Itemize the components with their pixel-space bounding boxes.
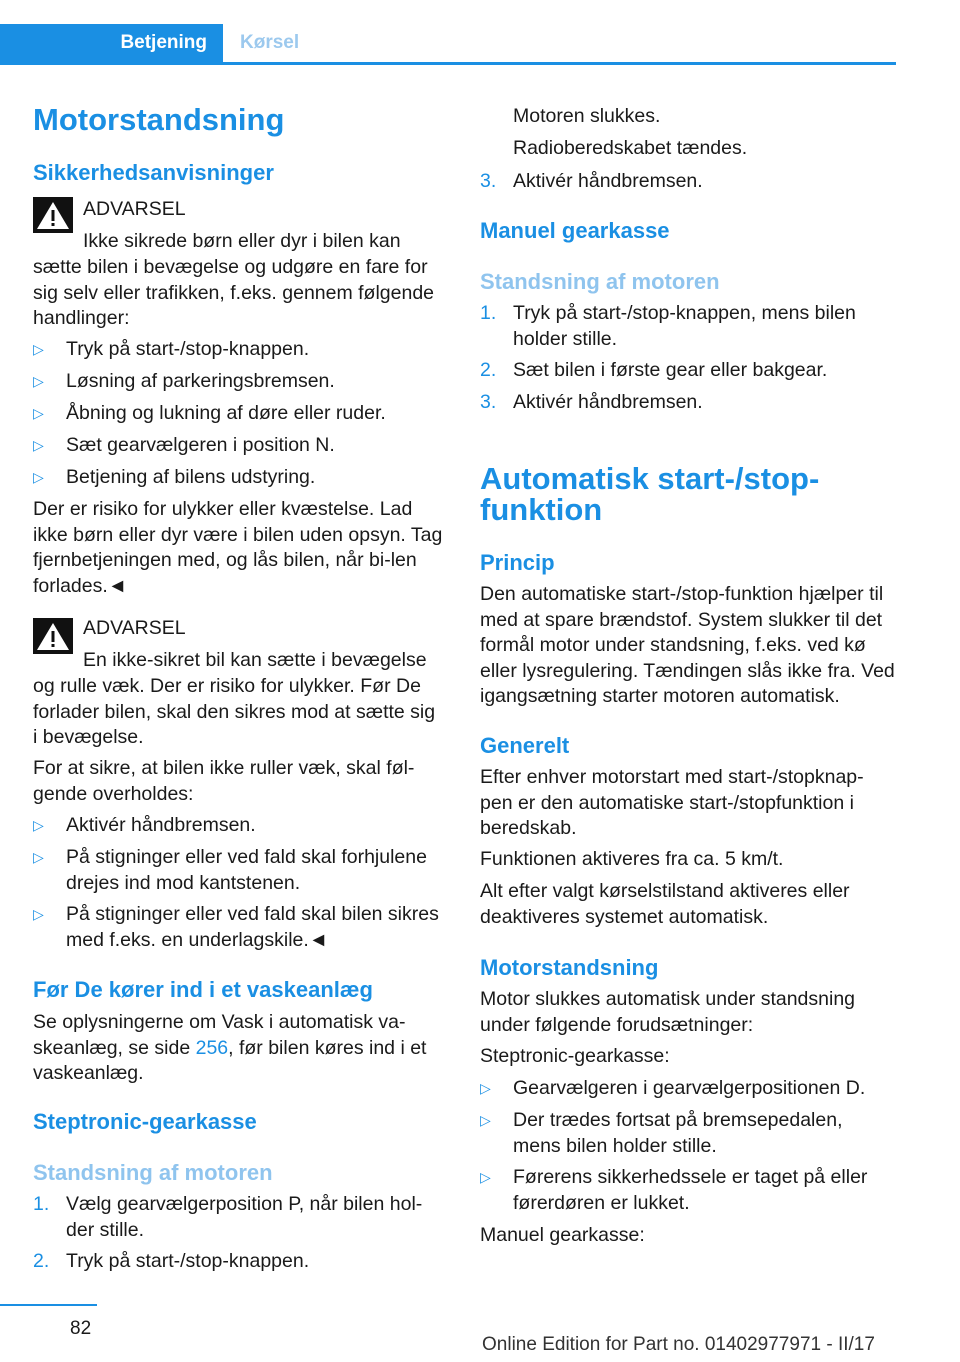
- princip-heading: Princip: [480, 550, 555, 575]
- warning-text-line1: En ikke-sikret bil kan sætte i bevægelse: [83, 649, 427, 671]
- footer-edition: Online Edition for Part no. 01402977971 - II/17: [482, 1334, 875, 1355]
- list-item: ▷ På stigninger eller ved fald skal bilen sikres med f.eks. en underlagskile.◄: [33, 903, 439, 951]
- generelt-text: Efter enhver motorstart med start-/stopknap-pen er den automatiske start-/stopfunktion i beredskab.: [480, 766, 864, 839]
- triangle-right-icon: ▷: [33, 373, 44, 389]
- wash-heading: Før De kører ind i et vaskeanlæg: [33, 977, 373, 1002]
- motor-text: Motor slukkes automatisk under standsning under følgende forudsætninger:: [480, 988, 856, 1036]
- triangle-right-icon: ▷: [480, 1169, 491, 1185]
- list-item: ▷ Åbning og lukning af døre eller ruder.: [33, 401, 443, 427]
- warning-text-line1: Ikke sikrede børn eller dyr i bilen kan: [83, 230, 401, 252]
- page-title: Motorstandsning: [33, 102, 285, 137]
- warning-label: ADVARSEL: [83, 617, 186, 639]
- secure-text: For at sikre, at bilen ikke ruller væk, skal føl-gende overholdes:: [33, 757, 415, 805]
- step-continuation: Motoren slukkes.: [513, 105, 661, 127]
- step-item: 2. Tryk på start-/stop-knappen.: [33, 1250, 310, 1272]
- step-item: 1. Vælg gearvælgerposition P, når bilen hol-der stille.: [33, 1193, 423, 1241]
- step-item: 3. Aktivér håndbremsen.: [480, 391, 703, 413]
- chapter-tabs: [0, 24, 896, 65]
- generelt-text: Funktionen aktiveres fra ca. 5 km/t.: [480, 848, 784, 870]
- generelt-heading: Generelt: [480, 733, 570, 758]
- step-item: 1. Tryk på start-/stop-knappen, mens bilen holder stille.: [480, 302, 856, 350]
- page-number: 82: [70, 1318, 92, 1339]
- manual-label: Manuel gearkasse:: [480, 1224, 645, 1246]
- list-item: ▷ Betjening af bilens udstyring.: [33, 465, 443, 491]
- warning-text: og rulle væk. Der er risiko for ulykker. Før De forlader bilen, skal den sikres mod at sætte sig i bevægelse.: [33, 675, 436, 748]
- triangle-right-icon: ▷: [33, 341, 44, 357]
- generelt-text: Alt efter valgt kørselstilstand aktiveres eller deaktiveres systemet automatisk.: [480, 880, 850, 928]
- auto-heading: Automatisk start-/stop-: [480, 461, 820, 496]
- warning-triangle-icon: [33, 618, 73, 654]
- list-item: ▷ Tryk på start-/stop-knappen.: [33, 337, 443, 363]
- steptronic-label: Steptronic-gearkasse:: [480, 1045, 670, 1067]
- triangle-right-icon: ▷: [33, 906, 44, 922]
- list-item: ▷ Aktivér håndbremsen.: [33, 813, 443, 839]
- triangle-right-icon: ▷: [480, 1080, 491, 1096]
- warning-text: sætte bilen i bevægelse og udgøre en fare for sig selv eller trafikken, f.eks. gennem følgende handlinger:: [33, 256, 435, 329]
- safety-heading: Sikkerhedsanvisninger: [33, 160, 274, 185]
- wash-text: Se oplysningerne om Vask i automatisk va-skeanlæg, se side 256, før bilen køres ind i et vaskeanlæg.: [33, 1011, 427, 1084]
- warning-triangle-icon: [33, 197, 73, 233]
- step-item: 2. Sæt bilen i første gear eller bakgear.: [480, 359, 828, 381]
- tab-betjening[interactable]: Betjening: [0, 24, 223, 62]
- list-item: ▷ Førerens sikkerhedssele er taget på eller førerdøren er lukket.: [480, 1166, 868, 1214]
- step-continuation: Radioberedskabet tændes.: [513, 137, 748, 159]
- step-item: 3. Aktivér håndbremsen.: [480, 170, 703, 192]
- list-item: ▷ Løsning af parkeringsbremsen.: [33, 369, 443, 395]
- page-link[interactable]: 256: [195, 1036, 229, 1059]
- triangle-right-icon: ▷: [480, 1112, 491, 1128]
- triangle-right-icon: ▷: [33, 817, 44, 833]
- list-item: ▷ Der trædes fortsat på bremsepedalen, mens bilen holder stille.: [480, 1109, 843, 1157]
- stop-heading: Standsning af motoren: [33, 1160, 273, 1185]
- tab-korsel[interactable]: Kørsel: [240, 32, 300, 53]
- list-item: ▷ Sæt gearvælgeren i position N.: [33, 433, 443, 459]
- risk-text: Der er risiko for ulykker eller kvæstelse. Lad ikke børn eller dyr være i bilen uden opsyn. Tag fjernbetjeningen med, og lås bilen, når bi-len forlades.◄: [33, 498, 443, 597]
- triangle-right-icon: ▷: [33, 437, 44, 453]
- manual-heading: Manuel gearkasse: [480, 218, 670, 243]
- triangle-right-icon: ▷: [33, 405, 44, 421]
- motor-heading: Motorstandsning: [480, 955, 659, 980]
- princip-text: Den automatiske start-/stop-funktion hjælper til med at spare brændstof. System slukker til det formål motor under standsning, f.eks. ved kø eller lysregulering. Tændingen slås ikke fra. Ved igangsætning starter motoren automatisk.: [480, 583, 895, 707]
- triangle-right-icon: ▷: [33, 849, 44, 865]
- auto-heading-line2: funktion: [480, 492, 603, 527]
- list-item: ▷ På stigninger eller ved fald skal forhjulene drejes ind mod kantstenen.: [33, 846, 427, 894]
- steptronic-heading: Steptronic-gearkasse: [33, 1109, 257, 1134]
- warning-label: ADVARSEL: [83, 198, 186, 220]
- triangle-right-icon: ▷: [33, 469, 44, 485]
- footer-rule: [0, 1304, 97, 1306]
- stop-heading: Standsning af motoren: [480, 269, 720, 294]
- list-item: ▷ Gearvælgeren i gearvælgerpositionen D.: [480, 1076, 895, 1102]
